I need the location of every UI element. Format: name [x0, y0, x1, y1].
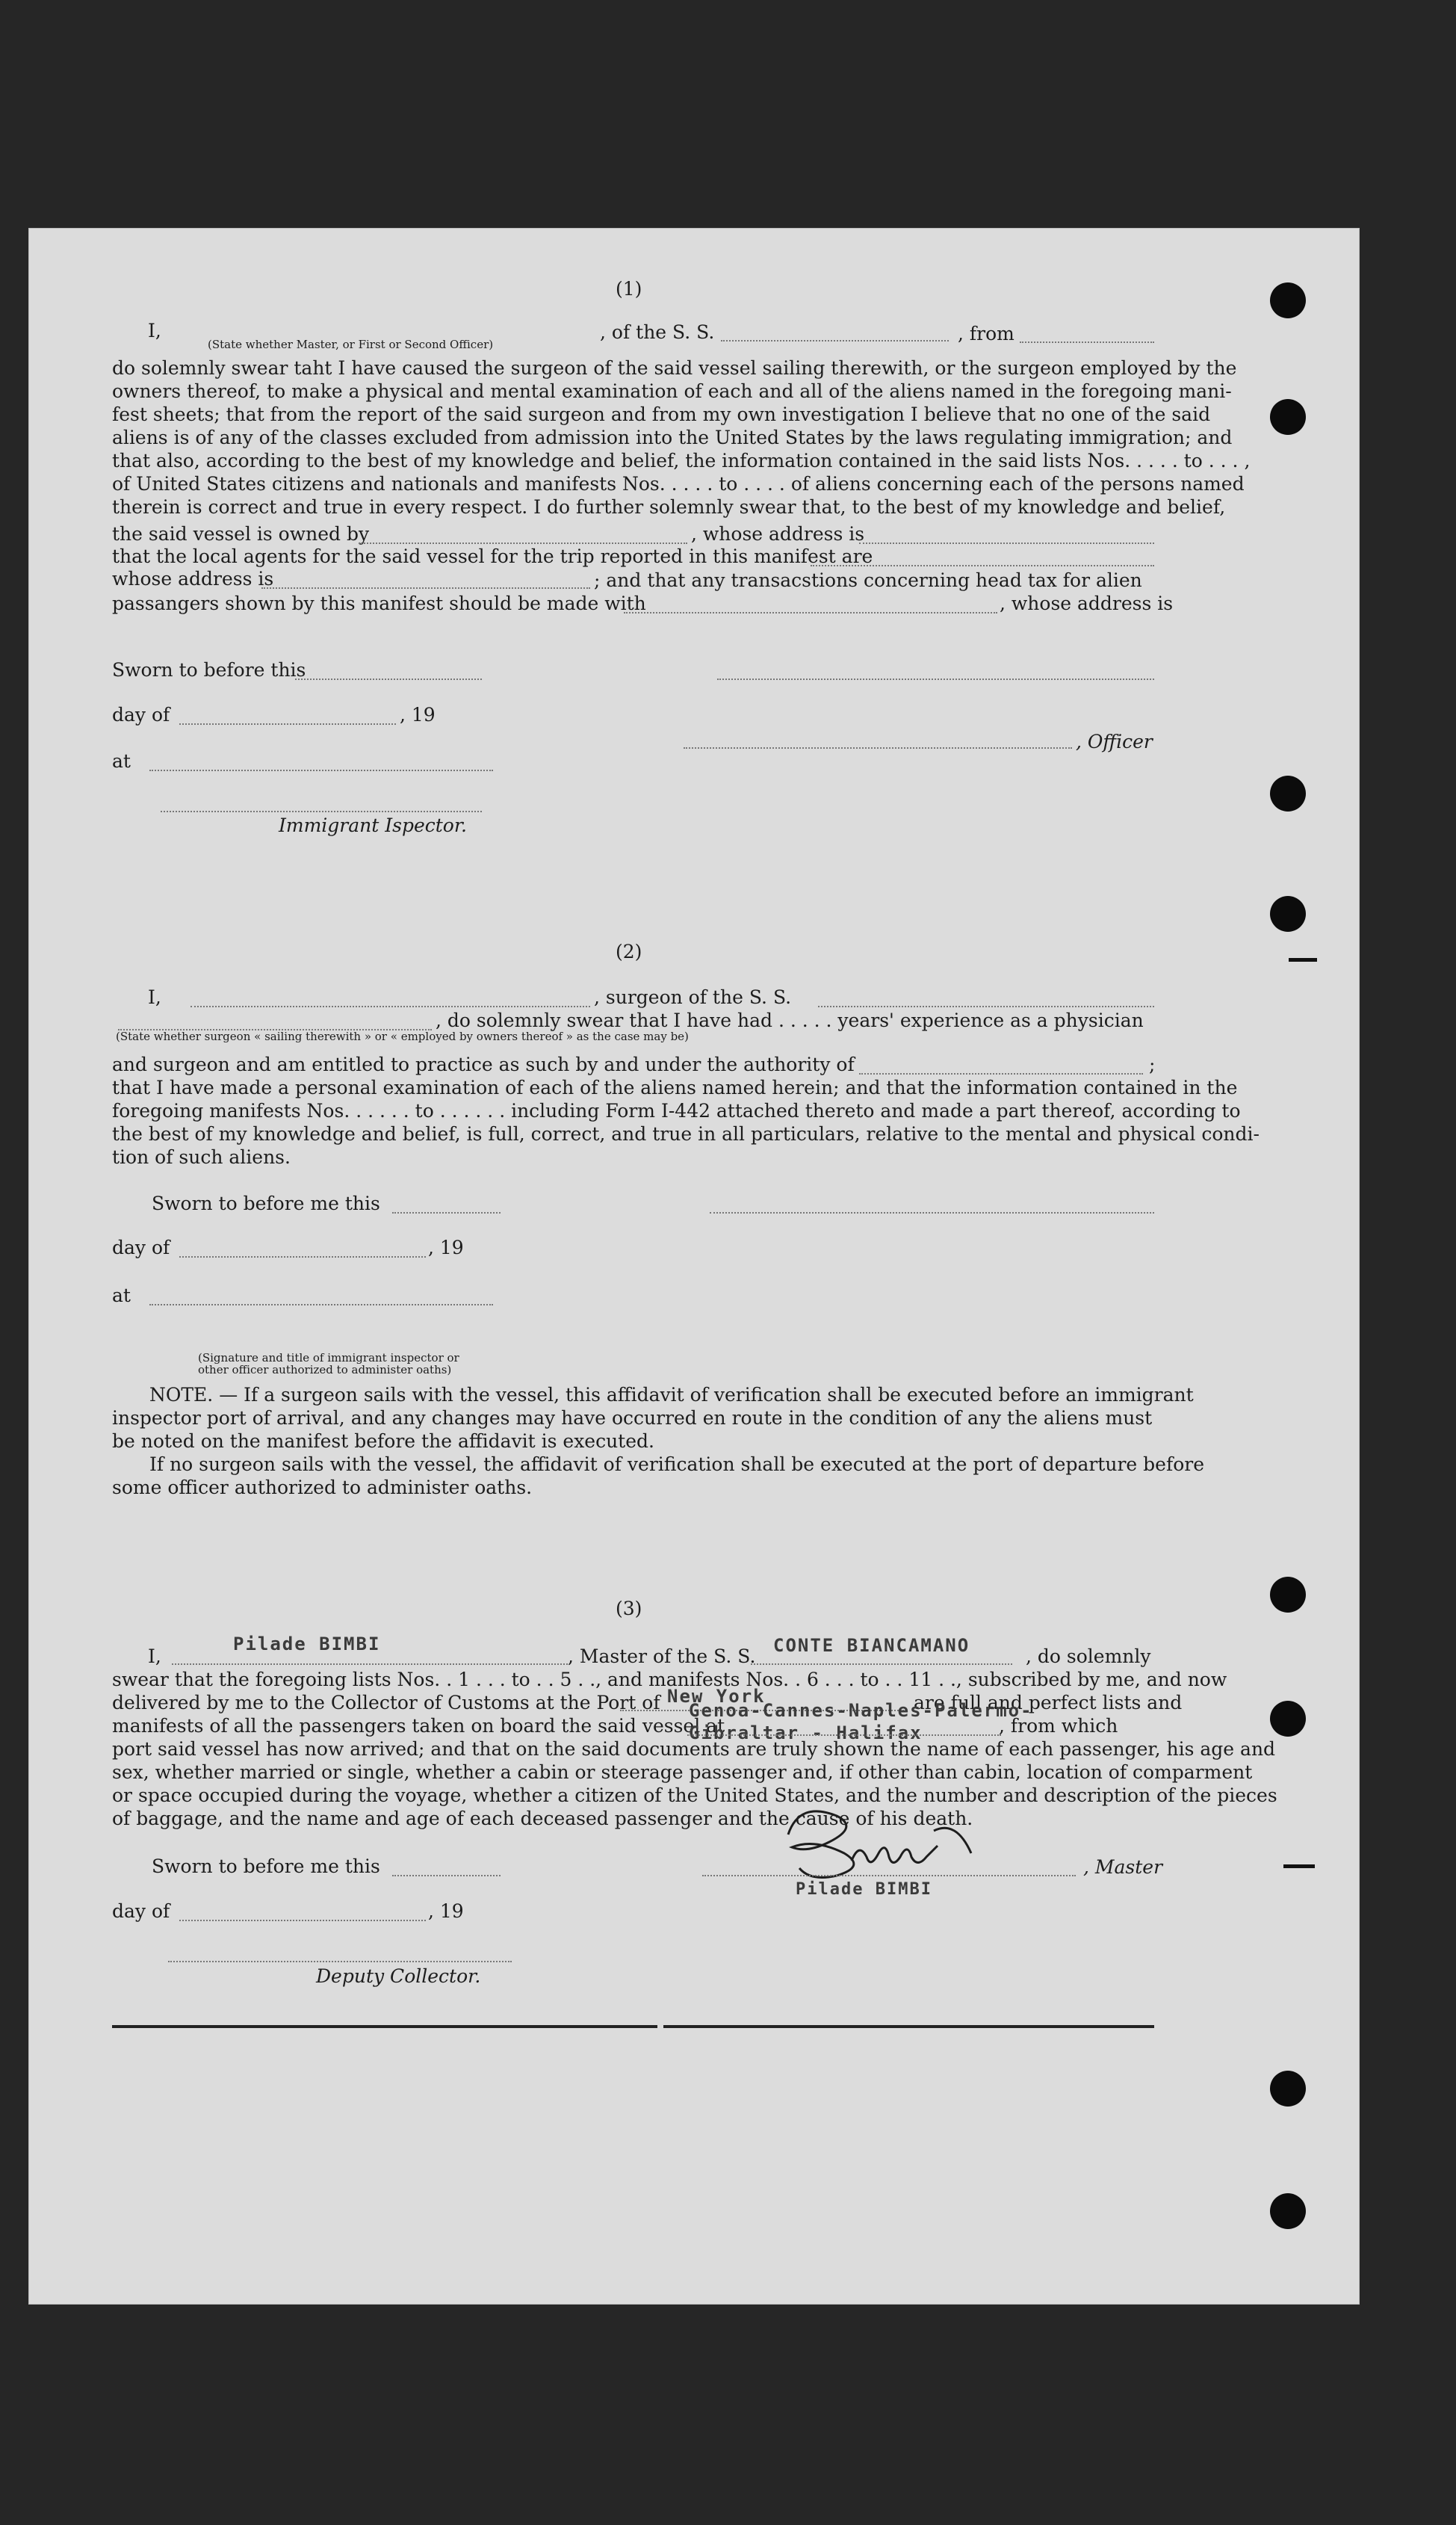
- section2-line: that I have made a personal examination of each of the aliens named herein; and that the information contained in the: [112, 1077, 1238, 1098]
- deputy-label: Deputy Collector.: [316, 1965, 481, 1987]
- section1-master-hint: (State whether Master, or First or Second Officer): [208, 338, 494, 351]
- section2-number: (2): [616, 941, 642, 962]
- lists-perfect: are full and perfect lists and: [914, 1692, 1183, 1713]
- section3-i: I,: [148, 1645, 161, 1667]
- route-line-1: Genoa-Cannes-Naples-Palermo-: [689, 1700, 1033, 1721]
- sworn-label-2: Sworn to before me this: [152, 1193, 380, 1214]
- at-line-2: [149, 1304, 493, 1305]
- punch-hole: [1270, 399, 1306, 435]
- section1-line: owners thereof, to make a physical and mental examination of each and all of the aliens named in the foregoing mani-: [112, 380, 1232, 402]
- inspector-line: [161, 811, 482, 812]
- sworn-line-1: [295, 679, 482, 680]
- edge-mark: [1283, 1864, 1315, 1868]
- officer-label: , Officer: [1076, 731, 1153, 752]
- local-agents-label: that the local agents for the said vessel for the trip reported in this manifest are: [112, 546, 873, 567]
- whose-address3-label: , whose address is: [1000, 593, 1174, 614]
- section1-line: of United States citizens and nationals and manifests Nos. . . . . to . . . . of aliens concerning each of the persons named: [112, 473, 1245, 495]
- note-line: be noted on the manifest before the affidavit is executed.: [112, 1430, 654, 1452]
- sworn-label-3: Sworn to before me this: [152, 1855, 380, 1877]
- note-line: inspector port of arrival, and any changes may have occurred en route in the condition of any the aliens must: [112, 1407, 1153, 1429]
- section3-line: sex, whether married or single, whether a cabin or steerage passenger and, if other than cabin, location of comparment: [112, 1761, 1253, 1783]
- transactions-label: ; and that any transacstions concerning head tax for alien: [594, 569, 1142, 591]
- agents-line: [811, 565, 1154, 566]
- section2-line: tion of such aliens.: [112, 1146, 291, 1168]
- punch-hole: [1270, 896, 1306, 932]
- collector-line: delivered by me to the Collector of Customs at the Port of: [112, 1692, 660, 1713]
- officer-signature-line: [684, 747, 1072, 749]
- section1-line: that also, according to the best of my knowledge and belief, the information contained in the said lists Nos. . . . . to . . . ,: [112, 450, 1251, 472]
- section2-i: I,: [148, 986, 161, 1008]
- section1-number: (1): [616, 278, 642, 300]
- route-line-2: Gibraltar - Halifax: [689, 1722, 923, 1743]
- from-which: , from which: [999, 1715, 1118, 1737]
- owned-by-label: the said vessel is owned by: [112, 523, 370, 545]
- year-label-3: , 19: [428, 1900, 464, 1922]
- section1-i: I,: [148, 320, 161, 341]
- master-name-line: [172, 1663, 568, 1665]
- punch-hole: [1270, 1701, 1306, 1737]
- route-line: [687, 1734, 1001, 1736]
- master-of-label: , Master of the S. S.: [568, 1645, 756, 1667]
- section2-line: the best of my knowledge and belief, is full, correct, and true in all particulars, relative to the mental and physical condi-: [112, 1123, 1260, 1145]
- punch-hole: [1270, 2193, 1306, 2229]
- note-line: If no surgeon sails with the vessel, the affidavit of verification shall be executed at the port of departure before: [149, 1453, 1204, 1475]
- sig-hint-1: (Signature and title of immigrant inspector or: [198, 1351, 459, 1365]
- whose-address2-label: whose address is: [112, 568, 274, 590]
- authority-line: [859, 1073, 1143, 1075]
- at-line-1: [149, 770, 493, 771]
- section1-line: aliens is of any of the classes excluded from admission into the United States by the laws regulating immigration; and: [112, 427, 1233, 448]
- section1-from: , from: [958, 323, 1014, 344]
- day-line-2: [179, 1256, 426, 1258]
- manifests-line: manifests of all the passengers taken on board the said vessel at: [112, 1715, 725, 1737]
- year-label-2: , 19: [428, 1237, 464, 1258]
- section1-of-ss: , of the S. S.: [600, 321, 715, 343]
- section3-line: of baggage, and the name and age of each deceased passenger and the cause of his death.: [112, 1808, 973, 1829]
- lists-line: swear that the foregoing lists Nos. . 1 . . . to . . 5 . ., and manifests Nos. . 6 . . . to . . 11 . ., subscribed by me, and now: [112, 1669, 1227, 1690]
- section3-number: (3): [616, 1598, 642, 1619]
- surgeon-name-line: [190, 1006, 590, 1007]
- day-of-label-2: day of: [112, 1237, 170, 1258]
- section2-line: foregoing manifests Nos. . . . . . to . . . . . . including Form I-442 attached thereto and made a part thereof, according to: [112, 1100, 1241, 1122]
- day-line-3: [179, 1920, 426, 1921]
- section1-line: do solemnly swear taht I have caused the surgeon of the said vessel sailing therewith, or the surgeon employed by the: [112, 357, 1237, 379]
- sworn-label-1: Sworn to before this: [112, 659, 306, 681]
- owner-address-line: [859, 543, 1154, 544]
- day-of-label-1: day of: [112, 704, 170, 726]
- signer-name: Pilade BIMBI: [796, 1880, 932, 1899]
- section3-line: or space occupied during the voyage, whether a citizen of the United States, and the number and description of the pieces: [112, 1784, 1277, 1806]
- head-tax-line: [624, 612, 997, 614]
- authority-semicolon: ;: [1149, 1054, 1156, 1075]
- master-signature-line: [702, 1875, 1076, 1876]
- port-name: New York: [667, 1686, 766, 1707]
- from-line: [1020, 341, 1154, 343]
- passengers-label: passangers shown by this manifest should be made with: [112, 593, 646, 614]
- surgeon-ship-line: [818, 1006, 1154, 1007]
- swear-line: , do solemnly swear that I have had . . . . . years' experience as a physician: [436, 1010, 1144, 1031]
- whose-address-label: , whose address is: [691, 523, 865, 545]
- sworn-line-2: [392, 1212, 501, 1214]
- section1-line: therein is correct and true in every respect. I do further solemnly swear that, to the best of my knowledge and belief,: [112, 496, 1226, 518]
- surgeon-hint: (State whether surgeon « sailing therewith » or « employed by owners thereof » as the case may be): [116, 1030, 689, 1043]
- owner-line: [359, 543, 687, 544]
- punch-hole: [1270, 2071, 1306, 2107]
- sworn-line-3: [392, 1875, 501, 1876]
- ship-name-line: [751, 1663, 1012, 1665]
- section2-line: and surgeon and am entitled to practice as such by and under the authority of: [112, 1054, 855, 1075]
- agents-address-line: [261, 587, 590, 589]
- year-label-1: , 19: [400, 704, 436, 726]
- deputy-line: [168, 1961, 512, 1962]
- punch-hole: [1270, 282, 1306, 318]
- surgeon-signature-line: [710, 1212, 1154, 1214]
- note-line: NOTE. — If a surgeon sails with the vessel, this affidavit of verification shall be executed before an immigrant: [149, 1384, 1194, 1406]
- note-line: some officer authorized to administer oaths.: [112, 1477, 533, 1498]
- do-solemnly: , do solemnly: [1026, 1645, 1151, 1667]
- master-label: , Master: [1083, 1856, 1163, 1878]
- officer-line-top: [717, 679, 1154, 680]
- ship-name: CONTE BIANCAMANO: [773, 1635, 970, 1656]
- master-name: Pilade BIMBI: [233, 1634, 381, 1654]
- bottom-rule-left: [112, 2025, 657, 2028]
- bottom-rule-right: [663, 2025, 1154, 2028]
- section3-line: port said vessel has now arrived; and that on the said documents are truly shown the name of each passenger, his age and: [112, 1738, 1276, 1760]
- at-label-1: at: [112, 750, 131, 772]
- ss-name-line: [721, 340, 949, 341]
- punch-hole: [1270, 776, 1306, 812]
- punch-hole: [1270, 1577, 1306, 1613]
- day-of-label-3: day of: [112, 1900, 170, 1922]
- at-label-2: at: [112, 1285, 131, 1306]
- inspector-label: Immigrant Ispector.: [279, 815, 467, 836]
- sig-hint-2: other officer authorized to administer oaths): [198, 1363, 452, 1376]
- day-line-1: [179, 723, 396, 725]
- surgeon-of-label: , surgeon of the S. S.: [594, 986, 792, 1008]
- edge-mark: [1289, 958, 1317, 962]
- section1-line: fest sheets; that from the report of the said surgeon and from my own investigation I believe that no one of the said: [112, 404, 1211, 425]
